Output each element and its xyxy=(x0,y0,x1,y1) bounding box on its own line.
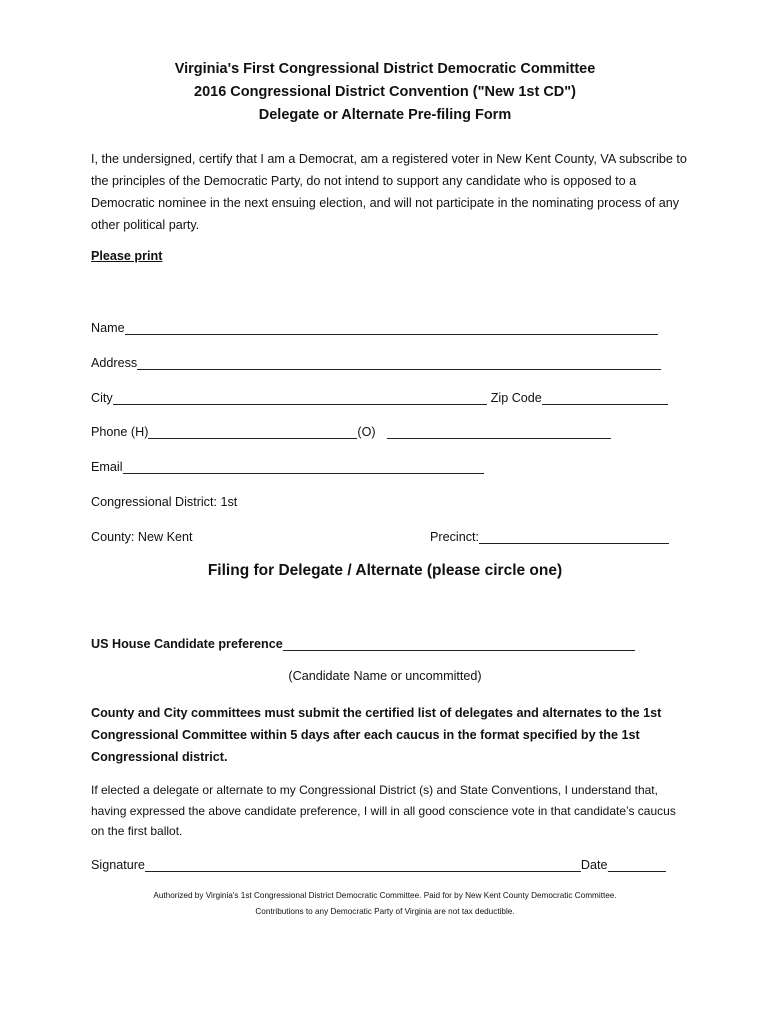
name-field[interactable] xyxy=(125,320,658,335)
candidate-preference-field[interactable] xyxy=(283,636,635,651)
form-header xyxy=(0,58,770,127)
county-label: County: New Kent xyxy=(91,530,193,544)
candidate-preference-row xyxy=(91,633,635,651)
phone-office-field[interactable] xyxy=(387,424,611,439)
zip-label: Zip Code xyxy=(490,391,542,405)
header-form-title: Delegate or Alternate Pre-filing Form xyxy=(258,107,512,123)
district-label: Congressional District: 1st xyxy=(91,495,238,509)
precinct-field[interactable] xyxy=(479,529,669,544)
signature-row xyxy=(91,854,666,872)
city-field[interactable] xyxy=(113,390,487,405)
county-row xyxy=(91,526,193,544)
precinct-label: Precinct: xyxy=(430,530,479,544)
address-row xyxy=(91,352,661,370)
phone-row xyxy=(91,421,611,439)
date-label: Date xyxy=(580,858,608,872)
name-label: Name xyxy=(91,321,125,335)
email-row xyxy=(91,456,484,474)
email-label: Email xyxy=(91,460,123,474)
intro-paragraph: I, the undersigned, certify that I am a Democrat, am a registered voter in New Kent County, VA subscribe to the principles of the Democratic Party, do not intend to support any candidate who is opposed to a Democratic nominee in the next ensuing election, and will not participate in the nominating process of any other political party. xyxy=(91,152,687,232)
candidate-note: (Candidate Name or uncommitted) xyxy=(288,669,482,683)
city-zip-row xyxy=(91,387,668,405)
phone-home-label: Phone (H) xyxy=(91,425,149,439)
signature-label: Signature xyxy=(91,858,145,872)
footer-tax-note: Contributions to any Democratic Party of Virginia are not tax deductible. xyxy=(255,907,515,916)
please-print-label: Please print xyxy=(91,249,163,263)
candidate-preference-label: US House Candidate preference xyxy=(91,637,283,651)
pledge-paragraph: If elected a delegate or alternate to my Congressional District (s) and State Conventions, I understand that, having expressed the above candidate preference, I will in all good conscience vote in that candidate’s caucus on the first ballot. xyxy=(91,783,676,838)
signature-field[interactable] xyxy=(145,857,581,872)
district-row xyxy=(91,491,237,509)
committee-notice: County and City committees must submit the certified list of delegates and alternates to the 1st Congressional Committee within 5 days after each caucus in the format specified by the 1st Congressional district. xyxy=(91,706,662,764)
name-row xyxy=(91,317,658,335)
date-field[interactable] xyxy=(608,857,666,872)
city-label: City xyxy=(91,391,113,405)
precinct-row xyxy=(430,526,669,544)
email-field[interactable] xyxy=(123,459,484,474)
header-committee-name: Virginia's First Congressional District Democratic Committee xyxy=(174,61,596,77)
footer xyxy=(0,888,770,920)
filing-heading: Filing for Delegate / Alternate (please circle one) xyxy=(207,562,563,579)
zip-field[interactable] xyxy=(542,390,668,405)
phone-office-label: (O) xyxy=(357,425,376,439)
address-field[interactable] xyxy=(137,355,661,370)
phone-home-field[interactable] xyxy=(148,424,357,439)
footer-authorization: Authorized by Virginia's 1st Congressional District Democratic Committee. Paid for by New Kent County Democratic Committee. xyxy=(153,891,617,900)
header-convention-name: 2016 Congressional District Convention ("New 1st CD") xyxy=(194,84,576,100)
address-label: Address xyxy=(91,356,138,370)
